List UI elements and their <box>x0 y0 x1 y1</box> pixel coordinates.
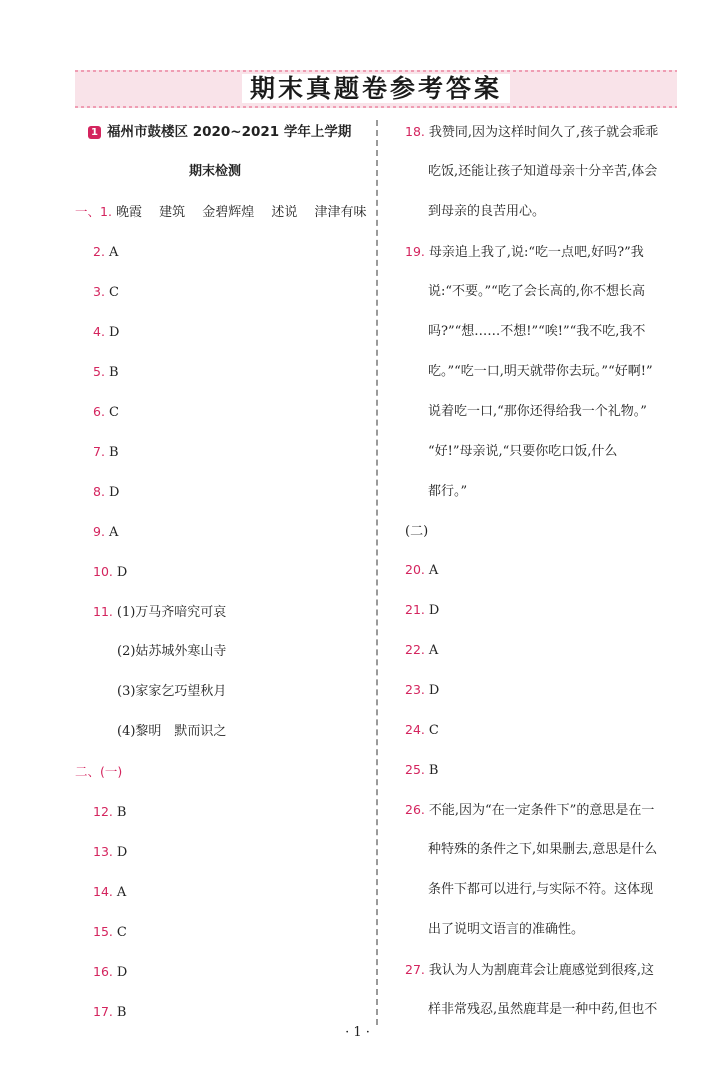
question-number: 14. <box>93 884 113 899</box>
question-number: 22. <box>405 642 425 657</box>
question-number: 5. <box>93 364 105 379</box>
answer-text: D <box>108 325 120 340</box>
answer-text: 晚霞 建筑 金碧辉煌 述说 津津有味 <box>115 205 367 220</box>
answer-text: D <box>116 845 128 860</box>
question-number: 17. <box>93 1004 113 1019</box>
answer-item <box>405 600 439 620</box>
answer-text: (1)万马齐喑究可哀 <box>116 605 227 620</box>
answer-text: D <box>428 683 440 698</box>
answer-item <box>93 282 119 302</box>
title-banner <box>75 70 677 108</box>
answer-q27-line: 样非常残忍,虽然鹿茸是一种中药,但也不 <box>428 1002 658 1017</box>
page-title: 期末真题卷参考答案 <box>242 74 510 103</box>
answer-q11-line: (3)家家乞巧望秋月 <box>117 684 227 699</box>
answer-text: B <box>108 445 119 460</box>
answer-item <box>405 720 439 740</box>
answer-item <box>93 842 127 862</box>
answer-text: A <box>116 885 127 900</box>
question-number: 27. <box>405 962 425 977</box>
question-number: 24. <box>405 722 425 737</box>
question-number: 2. <box>93 244 105 259</box>
question-number: 4. <box>93 324 105 339</box>
question-number: 21. <box>405 602 425 617</box>
question-number: 11. <box>93 604 113 619</box>
exam-title: 福州市鼓楼区 2020~2021 学年上学期 <box>107 124 352 140</box>
section-one-label: 一、 <box>75 204 101 219</box>
answer-q26-line: 种特殊的条件之下,如果删去,意思是什么 <box>428 842 658 857</box>
answer-text: D <box>108 485 120 500</box>
exam-heading <box>88 122 351 142</box>
answer-text: C <box>108 405 119 420</box>
answer-text: D <box>428 603 440 618</box>
answer-q18-line: 到母亲的良苦用心。 <box>428 204 546 219</box>
answer-item <box>405 560 438 580</box>
answer-q27 <box>405 960 654 980</box>
answer-item <box>93 482 119 502</box>
section-number-badge: 1 <box>88 126 101 139</box>
question-number: 25. <box>405 762 425 777</box>
answer-item <box>405 760 438 780</box>
column-divider <box>376 120 378 1025</box>
answer-text: D <box>116 965 128 980</box>
answer-item <box>93 242 118 262</box>
answer-item <box>93 402 119 422</box>
exam-subtitle: 期末检测 <box>189 164 242 179</box>
question-number: 20. <box>405 562 425 577</box>
answer-q19-line: 说着吃一口,“那你还得给我一个礼物。” <box>428 404 647 419</box>
answer-q19-line: 吃。”“吃一口,明天就带你去玩。”“好啊!” <box>428 364 653 379</box>
question-number: 1. <box>100 204 112 219</box>
answer-q11-line: (4)黎明 默而识之 <box>117 724 227 739</box>
answer-text: A <box>108 525 119 540</box>
answer-item <box>93 522 118 542</box>
answer-q19-line: “好!”母亲说,“只要你吃口饭,什么 <box>428 444 618 459</box>
answer-q19-line: 说:“不要。”“吃了会长高的,你不想长高 <box>428 284 645 299</box>
question-number: 19. <box>405 244 425 259</box>
question-number: 8. <box>93 484 105 499</box>
answer-text: 我赞同,因为这样时间久了,孩子就会乖乖 <box>428 125 659 140</box>
question-number: 15. <box>93 924 113 939</box>
section-two-label: 二、(一) <box>75 764 123 779</box>
answer-text: B <box>116 805 127 820</box>
question-number: 26. <box>405 802 425 817</box>
question-number: 18. <box>405 124 425 139</box>
answer-q11-line: (2)姑苏城外寒山寺 <box>117 644 227 659</box>
answer-item <box>93 802 126 822</box>
answer-text: 我认为人为割鹿茸会让鹿感觉到很疼,这 <box>428 963 655 978</box>
answer-q18-line: 吃饭,还能让孩子知道母亲十分辛苦,体会 <box>428 164 658 179</box>
answer-text: A <box>428 563 439 578</box>
question-number: 7. <box>93 444 105 459</box>
answer-item <box>93 362 119 382</box>
question-number: 3. <box>93 284 105 299</box>
answer-item <box>93 962 127 982</box>
answer-text: C <box>108 285 119 300</box>
answer-q19-line: 吗?”“想……不想!”“唉!”“我不吃,我不 <box>428 324 646 339</box>
answer-text: B <box>428 763 439 778</box>
answer-q1 <box>75 202 366 222</box>
answer-item <box>93 882 126 902</box>
answer-text: B <box>116 1005 127 1020</box>
answer-text: C <box>116 925 127 940</box>
answer-q18 <box>405 122 658 142</box>
question-number: 16. <box>93 964 113 979</box>
answer-item <box>93 322 119 342</box>
answer-item <box>93 922 127 942</box>
question-number: 9. <box>93 524 105 539</box>
answer-q26 <box>405 800 654 820</box>
answer-q19 <box>405 242 644 262</box>
question-number: 6. <box>93 404 105 419</box>
answer-text: A <box>428 643 439 658</box>
answer-q26-line: 条件下都可以进行,与实际不符。这体现 <box>428 882 654 897</box>
answer-item <box>93 562 127 582</box>
question-number: 10. <box>93 564 113 579</box>
answer-text: C <box>428 723 439 738</box>
answer-q11 <box>93 602 226 622</box>
answer-item <box>93 442 119 462</box>
answer-text: D <box>116 565 128 580</box>
page-number: · 1 · <box>345 1025 370 1040</box>
answer-item <box>405 640 438 660</box>
answer-q19-line: 都行。” <box>428 484 468 499</box>
question-number: 12. <box>93 804 113 819</box>
question-number: 23. <box>405 682 425 697</box>
answer-text: 不能,因为“在一定条件下”的意思是在一 <box>428 803 655 818</box>
section-two-sub-label: (二) <box>405 524 429 539</box>
answer-text: B <box>108 365 119 380</box>
answer-text: A <box>108 245 119 260</box>
question-number: 13. <box>93 844 113 859</box>
answer-item <box>93 1002 126 1022</box>
answer-q26-line: 出了说明文语言的准确性。 <box>428 922 585 937</box>
answer-text: 母亲追上我了,说:“吃一点吧,好吗?”我 <box>428 245 644 260</box>
answer-item <box>405 680 439 700</box>
